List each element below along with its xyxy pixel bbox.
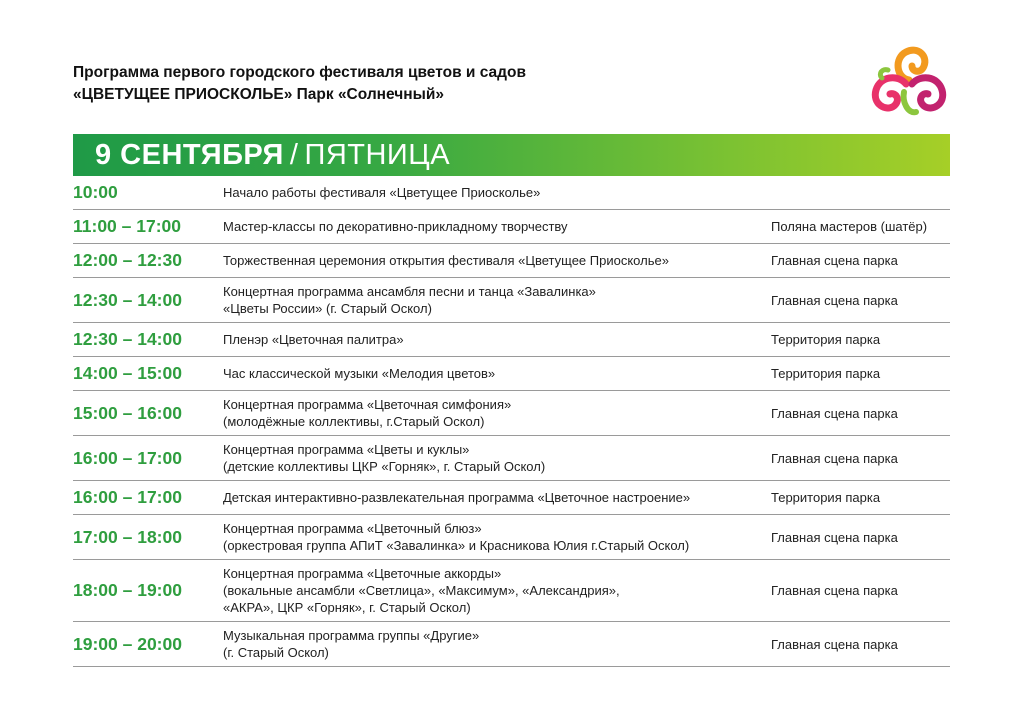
schedule-row (73, 210, 950, 244)
row-event (223, 365, 771, 382)
event-line: Концертная программа «Цветочная симфония» (223, 397, 512, 412)
event-line: Час классической музыки «Мелодия цветов» (223, 366, 496, 381)
banner-separator: / (289, 138, 299, 171)
row-event (223, 489, 771, 506)
row-time: 15:00 – 16:00 (73, 402, 182, 423)
row-event (223, 252, 771, 269)
row-event (223, 283, 771, 317)
row-place: Главная сцена парка (771, 583, 898, 598)
event-line: Концертная программа «Цветочный блюз» (223, 521, 482, 536)
row-time: 11:00 – 17:00 (73, 216, 182, 236)
schedule-row (73, 515, 950, 560)
schedule-row (73, 176, 950, 210)
row-place: Территория парка (771, 332, 881, 347)
row-time: 16:00 – 17:00 (73, 487, 182, 507)
schedule-row (73, 436, 950, 481)
row-place: Территория парка (771, 366, 881, 381)
row-event (223, 565, 771, 616)
row-time: 12:00 – 12:30 (73, 250, 182, 270)
schedule-row (73, 323, 950, 357)
schedule-row (73, 244, 950, 278)
schedule-row (73, 278, 950, 323)
event-line: Концертная программа «Цветочные аккорды» (223, 566, 502, 581)
event-line: Пленэр «Цветочная палитра» (223, 332, 404, 347)
banner-weekday: ПЯТНИЦА (304, 138, 451, 171)
event-line: (вокальные ансамбли «Светлица», «Максимум», «Александрия», (223, 583, 620, 598)
event-line: Мастер-классы по декоративно-прикладному творчеству (223, 219, 568, 234)
row-time: 10:00 (73, 182, 118, 202)
row-event (223, 441, 771, 475)
event-line: Торжественная церемония открытия фестиваля «Цветущее Приосколье» (223, 253, 669, 268)
event-line: (детские коллективы ЦКР «Горняк», г. Старый Оскол) (223, 459, 546, 474)
event-line: Начало работы фестиваля «Цветущее Приосколье» (223, 185, 541, 200)
row-time: 12:30 – 14:00 (73, 329, 182, 349)
date-banner (73, 134, 950, 176)
row-place: Главная сцена парка (771, 529, 898, 545)
schedule-row (73, 481, 950, 515)
schedule-row (73, 560, 950, 622)
row-place: Главная сцена парка (771, 253, 898, 268)
row-time: 19:00 – 20:00 (73, 633, 182, 654)
row-time: 18:00 – 19:00 (73, 580, 182, 600)
schedule-table (73, 176, 950, 667)
schedule-row (73, 622, 950, 667)
row-time: 16:00 – 17:00 (73, 447, 182, 468)
row-event (223, 331, 771, 348)
schedule-row (73, 391, 950, 436)
page-title (73, 62, 526, 106)
title-line-2: «ЦВЕТУЩЕЕ ПРИОСКОЛЬЕ» Парк «Солнечный» (73, 86, 445, 103)
event-line: (оркестровая группа АПиТ «Завалинка» и Красникова Юлия г.Старый Оскол) (223, 538, 690, 553)
title-line-1: Программа первого городского фестиваля цветов и садов (73, 64, 527, 81)
schedule-row (73, 357, 950, 391)
event-line: «АКРА», ЦКР «Горняк», г. Старый Оскол) (223, 600, 471, 615)
row-place: Главная сцена парка (771, 292, 898, 308)
row-time: 14:00 – 15:00 (73, 363, 182, 383)
row-place: Главная сцена парка (771, 450, 898, 466)
event-line: Концертная программа «Цветы и куклы» (223, 442, 470, 457)
festival-logo-icon (866, 40, 952, 126)
row-event (223, 627, 771, 661)
row-event (223, 520, 771, 554)
row-time: 12:30 – 14:00 (73, 289, 182, 310)
row-place: Поляна мастеров (шатёр) (771, 219, 928, 234)
event-line: Детская интерактивно-развлекательная программа «Цветочное настроение» (223, 490, 691, 505)
row-time: 17:00 – 18:00 (73, 526, 182, 547)
row-place: Главная сцена парка (771, 405, 898, 421)
row-event (223, 218, 771, 235)
row-event (223, 396, 771, 430)
event-line: Концертная программа ансамбля песни и танца «Завалинка» (223, 284, 596, 299)
banner-date: 9 СЕНТЯБРЯ (95, 138, 284, 171)
row-event (223, 184, 771, 201)
row-place: Территория парка (771, 490, 881, 505)
event-line: «Цветы России» (г. Старый Оскол) (223, 301, 432, 316)
event-line: (г. Старый Оскол) (223, 645, 329, 660)
row-place: Главная сцена парка (771, 636, 898, 652)
event-line: (молодёжные коллективы, г.Старый Оскол) (223, 414, 485, 429)
event-line: Музыкальная программа группы «Другие» (223, 628, 480, 643)
